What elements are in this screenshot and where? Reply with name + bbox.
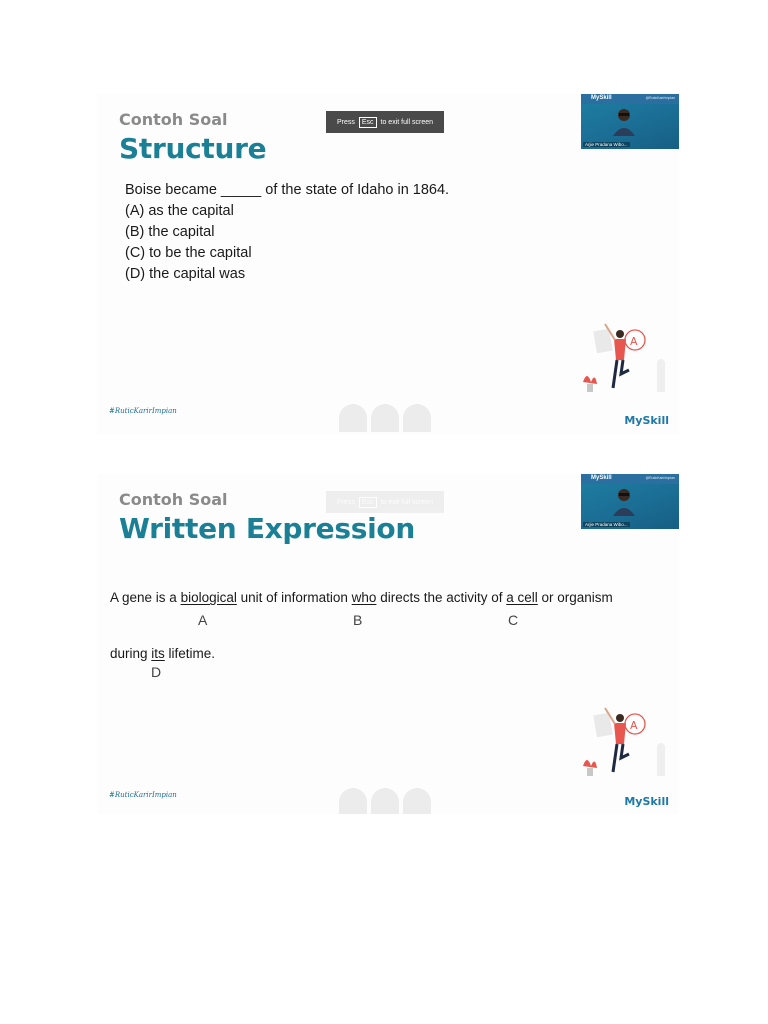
hashtag: #RuticKarirImpian xyxy=(109,407,177,415)
sentence-part: during xyxy=(110,646,152,661)
esc-key: Esc xyxy=(359,497,377,508)
choice-letter-a: A xyxy=(198,612,208,628)
slide-written-expression xyxy=(97,474,679,814)
presenter-name: Arjie Pradana Wibo... xyxy=(585,522,628,527)
esc-hint-press: Press xyxy=(336,498,355,506)
student-illustration-icon xyxy=(575,696,679,786)
presenter-video[interactable] xyxy=(581,94,679,149)
exit-fullscreen-hint xyxy=(326,491,444,513)
myskill-logo: MySkill xyxy=(624,795,669,808)
underlined-its: its xyxy=(151,646,165,661)
slide-label: Contoh Soal xyxy=(119,490,228,509)
exit-fullscreen-hint xyxy=(326,111,444,133)
video-handle: @RuticKarirImpian xyxy=(645,476,675,480)
sentence-line-2 xyxy=(110,646,215,661)
option-d: (D) the capital was xyxy=(125,266,246,282)
esc-key: Esc xyxy=(359,117,377,128)
control-placeholder-3 xyxy=(403,788,431,814)
control-placeholder-1 xyxy=(339,788,367,814)
underlined-biological: biological xyxy=(180,590,237,605)
video-brand: MySkill xyxy=(591,475,612,481)
option-a: (A) as the capital xyxy=(125,203,234,219)
option-b: (B) the capital xyxy=(125,224,215,240)
svg-text:A: A xyxy=(630,719,638,732)
control-placeholder-1 xyxy=(339,404,367,432)
question-block xyxy=(125,180,449,285)
presenter-video[interactable] xyxy=(581,474,679,529)
slide-structure xyxy=(97,94,679,434)
control-placeholder-3 xyxy=(403,404,431,432)
choice-letter-b: B xyxy=(353,612,363,628)
video-brand: MySkill xyxy=(591,95,612,101)
sentence-line-1 xyxy=(110,590,613,605)
question-text: Boise became _____ of the state of Idaho in 1864. xyxy=(125,182,450,198)
esc-hint-text: to exit full screen xyxy=(380,118,434,126)
student-illustration-icon xyxy=(575,312,679,402)
choice-letter-d: D xyxy=(151,664,162,680)
slide-title: Written Expression xyxy=(119,512,415,545)
esc-hint-press: Press xyxy=(336,118,355,126)
presenter-name: Arjie Pradana Wibo... xyxy=(585,142,628,147)
svg-text:A: A xyxy=(630,335,638,348)
slide-label: Contoh Soal xyxy=(119,110,228,129)
option-c: (C) to be the capital xyxy=(125,245,252,261)
presenter-icon xyxy=(611,486,637,516)
myskill-logo: MySkill xyxy=(624,414,669,427)
control-placeholder-2 xyxy=(371,788,399,814)
slide-title: Structure xyxy=(119,132,267,165)
video-handle: @RuticKarirImpian xyxy=(645,96,675,100)
choice-letter-c: C xyxy=(508,612,519,628)
underlined-a-cell: a cell xyxy=(506,590,538,605)
sentence-part: directs the activity of xyxy=(376,590,507,605)
presenter-icon xyxy=(611,106,637,136)
esc-hint-text: to exit full screen xyxy=(380,498,434,506)
sentence-part: A gene is a xyxy=(110,590,181,605)
sentence-part: or organism xyxy=(537,590,613,605)
sentence-part: lifetime. xyxy=(164,646,216,661)
hashtag: #RuticKarirImpian xyxy=(109,791,177,799)
underlined-who: who xyxy=(351,590,377,605)
sentence-part: unit of information xyxy=(236,590,352,605)
control-placeholder-2 xyxy=(371,404,399,432)
